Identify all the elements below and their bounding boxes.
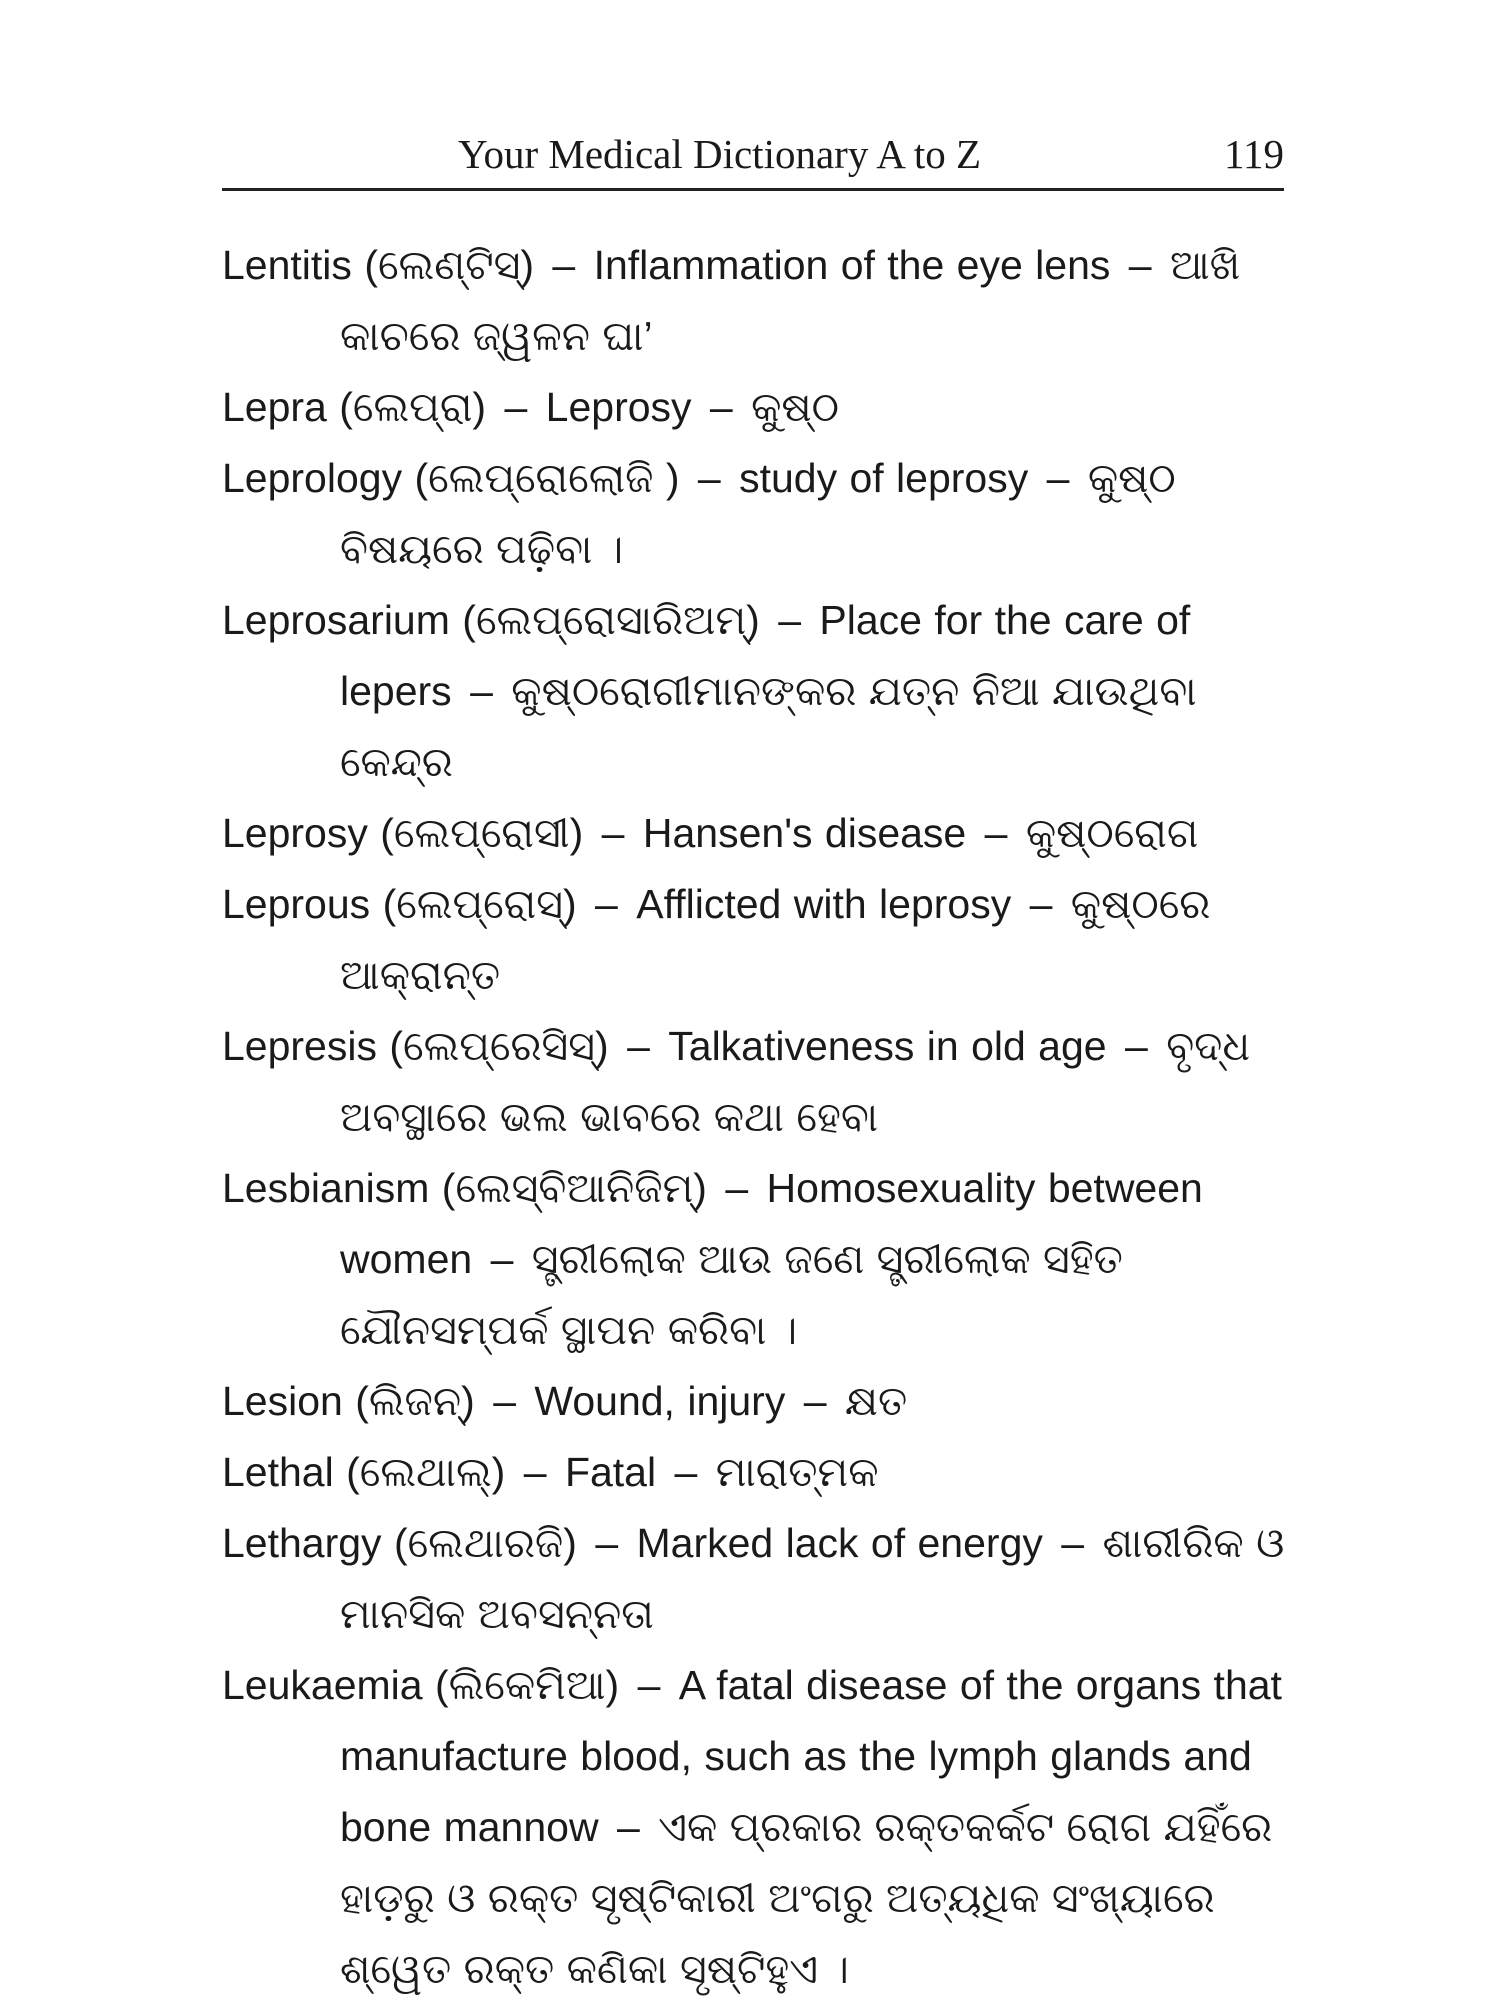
dictionary-entry-lepresis: Lepresis (ଲେପ୍ରେସିସ୍) – Talkativeness in old age – ବୃଦ୍ଧ ଅବସ୍ଥାରେ ଭଲ ଭାବରେ କଥା ହେବା: [222, 1023, 1251, 1140]
entry-definition: Talkativeness in old age: [668, 1023, 1107, 1069]
entry-definition: Afflicted with leprosy: [636, 881, 1012, 927]
dictionary-entry-leprosy: Leprosy (ଲେପ୍ରୋସୀ) – Hansen's disease – କୁଷ୍ଠରୋଗ: [222, 810, 1199, 856]
entry-translation: କୁଷ୍ଠରେ ଆକ୍ରାନ୍ତ: [340, 881, 1211, 998]
entry-definition: Inflammation of the eye lens: [593, 242, 1111, 288]
dictionary-entry-leukaemia: Leukaemia (ଲିକେମିଆ) – A fatal disease of the organs that manufacture blood, such as the lymph glands and bone mannow – ଏକ ପ୍ରକାର ରକ୍ତକର୍କଟ ରୋଗ ଯହିଁରେ ହାଡ଼ରୁ ଓ ରକ୍ତ ସୃଷ୍ଟିକାରୀ ଅଂଗରୁ ଅତ୍ୟଧିକ ସଂଖ୍ୟାରେ ଶ୍ୱେତ ରକ୍ତ କଣିକା ସୃଷ୍ଟିହୁଏ ।: [222, 1662, 1282, 1992]
entry-translation: ସ୍ତ୍ରୀଲୋକ ଆଉ ଜଣେ ସ୍ତ୍ରୀଲୋକ ସହିତ ଯୌନସମ୍ପର୍କ ସ୍ଥାପନ କରିବା ।: [340, 1236, 1123, 1353]
entry-term: Lethargy: [222, 1520, 382, 1566]
entry-pronunciation: (ଲେସ୍‌ବିଆନିଜିମ୍): [441, 1165, 707, 1211]
entry-pronunciation: (ଲିକେମିଆ): [434, 1662, 620, 1708]
entry-term: Leukaemia: [222, 1662, 423, 1708]
entry-translation: ବୃଦ୍ଧ ଅବସ୍ଥାରେ ଭଲ ଭାବରେ କଥା ହେବା: [340, 1023, 1251, 1140]
dictionary-entry-lentitis: Lentitis (ଲେଣ୍ଟିସ୍) – Inflammation of the eye lens – ଆଖି କାଚରେ ଜ୍ୱଳନ ଘା’: [222, 242, 1241, 359]
entry-pronunciation: (ଲେଣ୍ଟିସ୍): [364, 242, 534, 288]
entry-term: Lesbianism: [222, 1165, 430, 1211]
entry-definition: Homosexuality between women: [340, 1165, 1203, 1282]
entry-translation: ମାରାତ୍ମକ: [715, 1449, 879, 1495]
dictionary-entry-leprosarium: Leprosarium (ଲେପ୍ରୋସାରିଅମ୍) – Place for the care of lepers – କୁଷ୍ଠରୋଗୀମାନଙ୍କର ଯତ୍ନ ନିଆ ଯାଉଥିବା କେନ୍ଦ୍ର: [222, 597, 1197, 785]
entry-term: Leprology: [222, 455, 403, 501]
dictionary-entry-lethargy: Lethargy (ଲେଥାରଜି) – Marked lack of energy – ଶାରୀରିକ ଓ ମାନସିକ ଅବସନ୍ନତା: [222, 1520, 1285, 1637]
page-header: [222, 128, 1284, 191]
entry-definition: A fatal disease of the organs that manufacture blood, such as the lymph glands and bone mannow: [340, 1662, 1282, 1850]
entry-pronunciation: (ଲିଜନ୍): [355, 1378, 475, 1424]
dictionary-entry-lesion: Lesion (ଲିଜନ୍) – Wound, injury – କ୍ଷତ: [222, 1378, 908, 1424]
entry-term: Leprous: [222, 881, 371, 927]
entry-definition: Marked lack of energy: [636, 1520, 1043, 1566]
entry-term: Lepra: [222, 384, 327, 430]
dictionary-entry-lethal: Lethal (ଲେଥାଲ୍) – Fatal – ମାରାତ୍ମକ: [222, 1449, 879, 1495]
entry-translation: ଶାରୀରିକ ଓ ମାନସିକ ଅବସନ୍ନତା: [340, 1520, 1285, 1637]
entry-pronunciation: (ଲେଥାଲ୍): [346, 1449, 506, 1495]
entry-definition: Fatal: [564, 1449, 657, 1495]
entry-translation: କୁଷ୍ଠ ବିଷୟରେ ପଢ଼ିବା ।: [340, 455, 1176, 572]
entry-pronunciation: (ଲେପ୍ରୋସାରିଅମ୍): [462, 597, 760, 643]
entry-translation: ଏକ ପ୍ରକାର ରକ୍ତକର୍କଟ ରୋଗ ଯହିଁରେ ହାଡ଼ରୁ ଓ ରକ୍ତ ସୃଷ୍ଟିକାରୀ ଅଂଗରୁ ଅତ୍ୟଧିକ ସଂଖ୍ୟାରେ ଶ୍ୱେତ ରକ୍ତ କଣିକା ସୃଷ୍ଟିହୁଏ ।: [340, 1804, 1273, 1992]
entry-translation: କୁଷ୍ଠରୋଗ: [1025, 810, 1199, 856]
entry-pronunciation: (ଲେପ୍ରୋସ୍): [382, 881, 577, 927]
entry-translation: କ୍ଷତ: [844, 1378, 908, 1424]
dictionary-entry-leprous: Leprous (ଲେପ୍ରୋସ୍) – Afflicted with leprosy – କୁଷ୍ଠରେ ଆକ୍ରାନ୍ତ: [222, 881, 1211, 998]
entry-pronunciation: (ଲେପ୍ରା): [339, 384, 487, 430]
page-number: 119: [1224, 131, 1284, 177]
entry-term: Leprosarium: [222, 597, 450, 643]
entry-definition: Hansen's disease: [642, 810, 967, 856]
entry-definition: Place for the care of lepers: [340, 597, 1191, 714]
entry-definition: study of leprosy: [739, 455, 1029, 501]
dictionary-entry-lesbianism: Lesbianism (ଲେସ୍‌ବିଆନିଜିମ୍) – Homosexuality between women – ସ୍ତ୍ରୀଲୋକ ଆଉ ଜଣେ ସ୍ତ୍ରୀଲୋକ ସହିତ ଯୌନସମ୍ପର୍କ ସ୍ଥାପନ କରିବା ।: [222, 1165, 1203, 1353]
entry-term: Lentitis: [222, 242, 352, 288]
dictionary-entry-leprology: Leprology (ଲେପ୍ରୋଲୋଜି ) – study of leprosy – କୁଷ୍ଠ ବିଷୟରେ ପଢ଼ିବା ।: [222, 455, 1176, 572]
entry-pronunciation: (ଲେପ୍ରୋଲୋଜି ): [414, 455, 680, 501]
entry-term: Lesion: [222, 1378, 343, 1424]
entry-definition: Wound, injury: [534, 1378, 786, 1424]
dictionary-entry-lepra: Lepra (ଲେପ୍ରା) – Leprosy – କୁଷ୍ଠ: [222, 384, 840, 430]
entry-translation: ଆଖି କାଚରେ ଜ୍ୱଳନ ଘା’: [340, 242, 1241, 359]
entry-term: Lepresis: [222, 1023, 377, 1069]
running-title: Your Medical Dictionary A to Z: [458, 131, 982, 177]
entry-term: Lethal: [222, 1449, 334, 1495]
entry-translation: କୁଷ୍ଠରୋଗୀମାନଙ୍କର ଯତ୍ନ ନିଆ ଯାଉଥିବା କେନ୍ଦ୍ର: [340, 668, 1197, 785]
entry-pronunciation: (ଲେଥାରଜି): [393, 1520, 577, 1566]
entry-term: Leprosy: [222, 810, 368, 856]
entry-definition: Leprosy: [545, 384, 692, 430]
entry-pronunciation: (ଲେପ୍ରୋସୀ): [380, 810, 584, 856]
entry-list: [222, 230, 1290, 2000]
entry-translation: କୁଷ୍ଠ: [751, 384, 840, 430]
entry-pronunciation: (ଲେପ୍ରେସିସ୍): [389, 1023, 609, 1069]
